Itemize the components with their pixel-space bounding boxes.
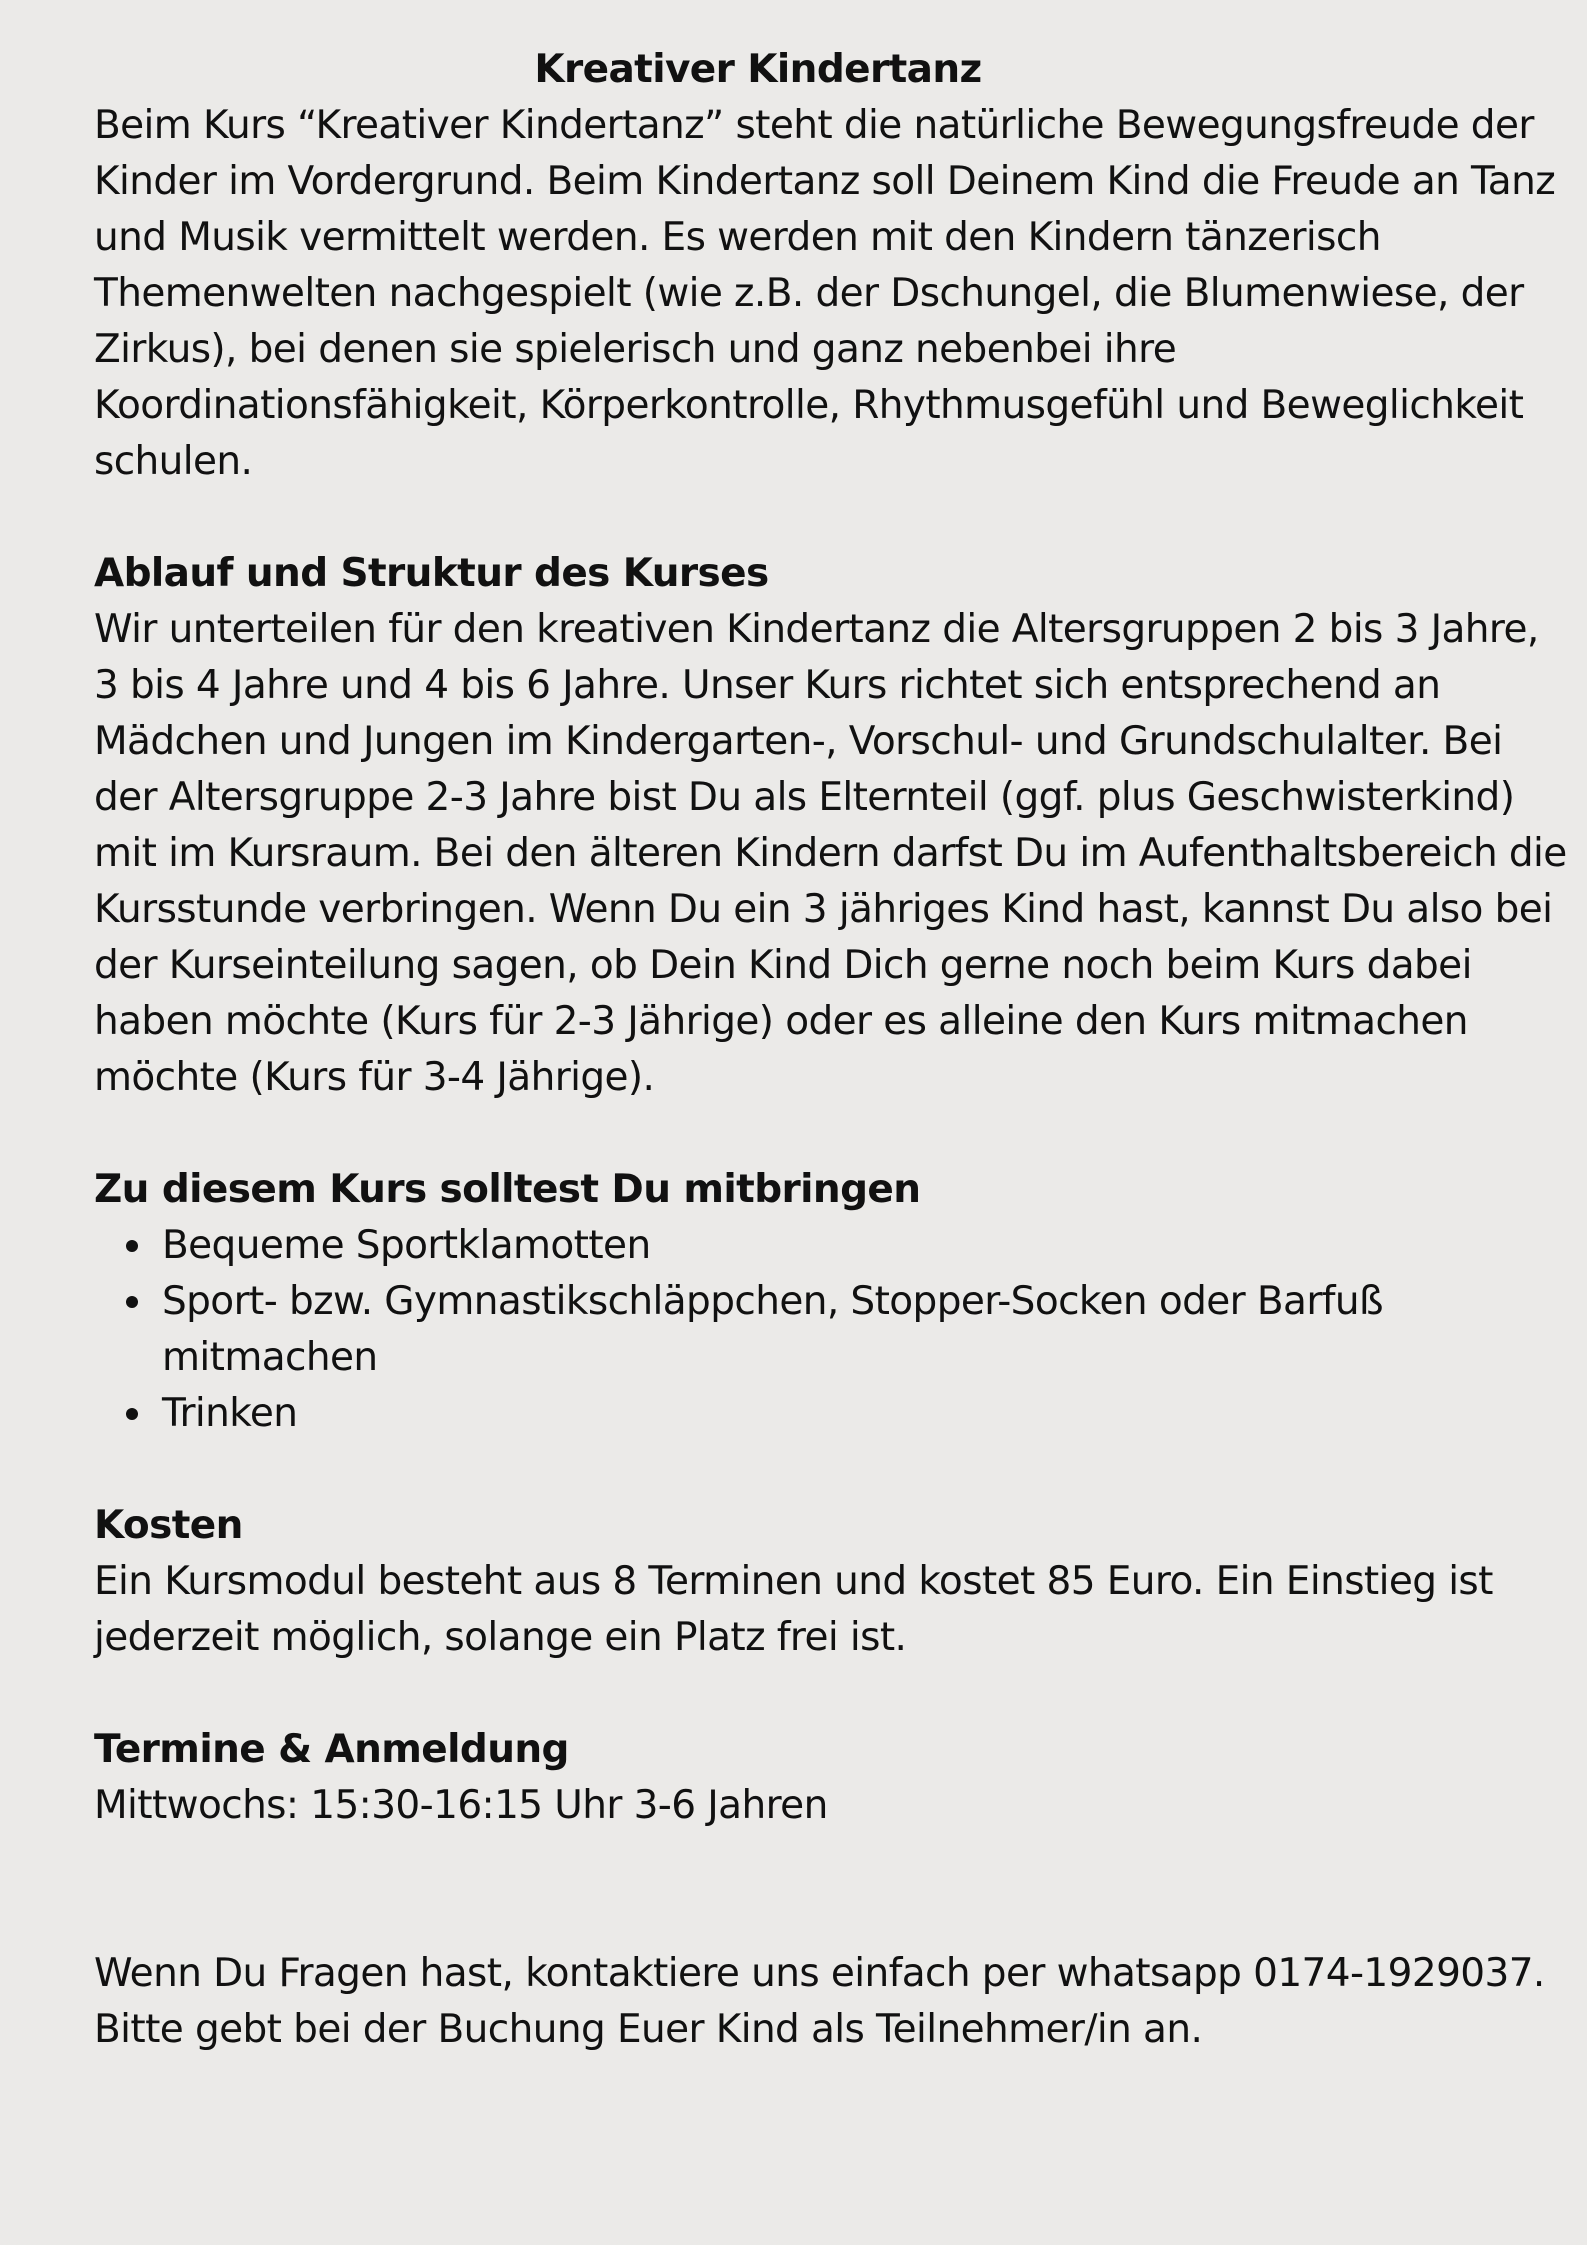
page-title: Kreativer Kindertanz (534, 47, 982, 92)
list-item-text: Bequeme Sportklamotten (162, 1223, 651, 1268)
list-item (162, 1386, 1572, 1442)
section-heading: Zu diesem Kurs solltest Du mitbringen (94, 1167, 921, 1212)
booking-note: Bitte gebt bei der Buchung Euer Kind als Teilnehmer/in an. (94, 2007, 1203, 2052)
contact-line: Wenn Du Fragen hast, kontaktiere uns einfach per whatsapp 0174-1929037. (94, 1951, 1545, 1996)
section-mitbringen (94, 1162, 1572, 1442)
section-paragraph: Mittwochs: 15:30-16:15 Uhr 3-6 Jahren (94, 1783, 828, 1828)
intro-paragraph: Beim Kurs “Kreativer Kindertanz” steht die natürliche Bewegungsfreude der Kinder im Vordergrund. Beim Kindertanz soll Deinem Kind die Freude an Tanz und Musik vermittelt werden. Es werden mit den Kindern tänzerisch Themenwelten nachgespielt (wie z.B. der Dschungel, die Blumenwiese, der Zirkus), bei denen sie spielerisch und ganz nebenbei ihre Koordinationsfähigkeit, Körperkontrolle, Rhythmusgefühl und Beweglichkeit schulen. (94, 103, 1556, 484)
list-item (162, 1218, 1572, 1274)
section-termine (94, 1722, 1572, 1834)
section-paragraph: Ein Kursmodul besteht aus 8 Terminen und kostet 85 Euro. Ein Einstieg ist jederzeit möglich, solange ein Platz frei ist. (94, 1559, 1493, 1660)
bullet-icon (126, 1408, 138, 1420)
list-item-text: Sport- bzw. Gymnastikschläppchen, Stopper-Socken oder Barfuß mitmachen (162, 1279, 1383, 1380)
section-heading: Ablauf und Struktur des Kurses (94, 551, 769, 596)
item-list (94, 1218, 1572, 1442)
section-kosten (94, 1498, 1572, 1666)
section-heading: Kosten (94, 1503, 243, 1548)
contact-block (94, 1946, 1572, 2058)
list-item-text: Trinken (162, 1391, 298, 1436)
bullet-icon (126, 1296, 138, 1308)
section-paragraph: Wir unterteilen für den kreativen Kindertanz die Altersgruppen 2 bis 3 Jahre, 3 bis 4 Jahre und 4 bis 6 Jahre. Unser Kurs richtet sich entsprechend an Mädchen und Jungen im Kindergarten-, Vorschul- und Grundschulalter. Bei der Altersgruppe 2-3 Jahre bist Du als Elternteil (ggf. plus Geschwisterkind) mit im Kursraum. Bei den älteren Kindern darfst Du im Aufenthaltsbereich die Kursstunde verbringen. Wenn Du ein 3 jähriges Kind hast, kannst Du also bei der Kurseinteilung sagen, ob Dein Kind Dich gerne noch beim Kurs dabei haben möchte (Kurs für 2-3 Jährige) oder es alleine den Kurs mitmachen möchte (Kurs für 3-4 Jährige). (94, 607, 1567, 1100)
document (94, 42, 1572, 2058)
section-heading: Termine & Anmeldung (94, 1727, 569, 1772)
section-ablauf (94, 546, 1572, 1106)
bullet-icon (126, 1240, 138, 1252)
list-item (162, 1274, 1572, 1386)
